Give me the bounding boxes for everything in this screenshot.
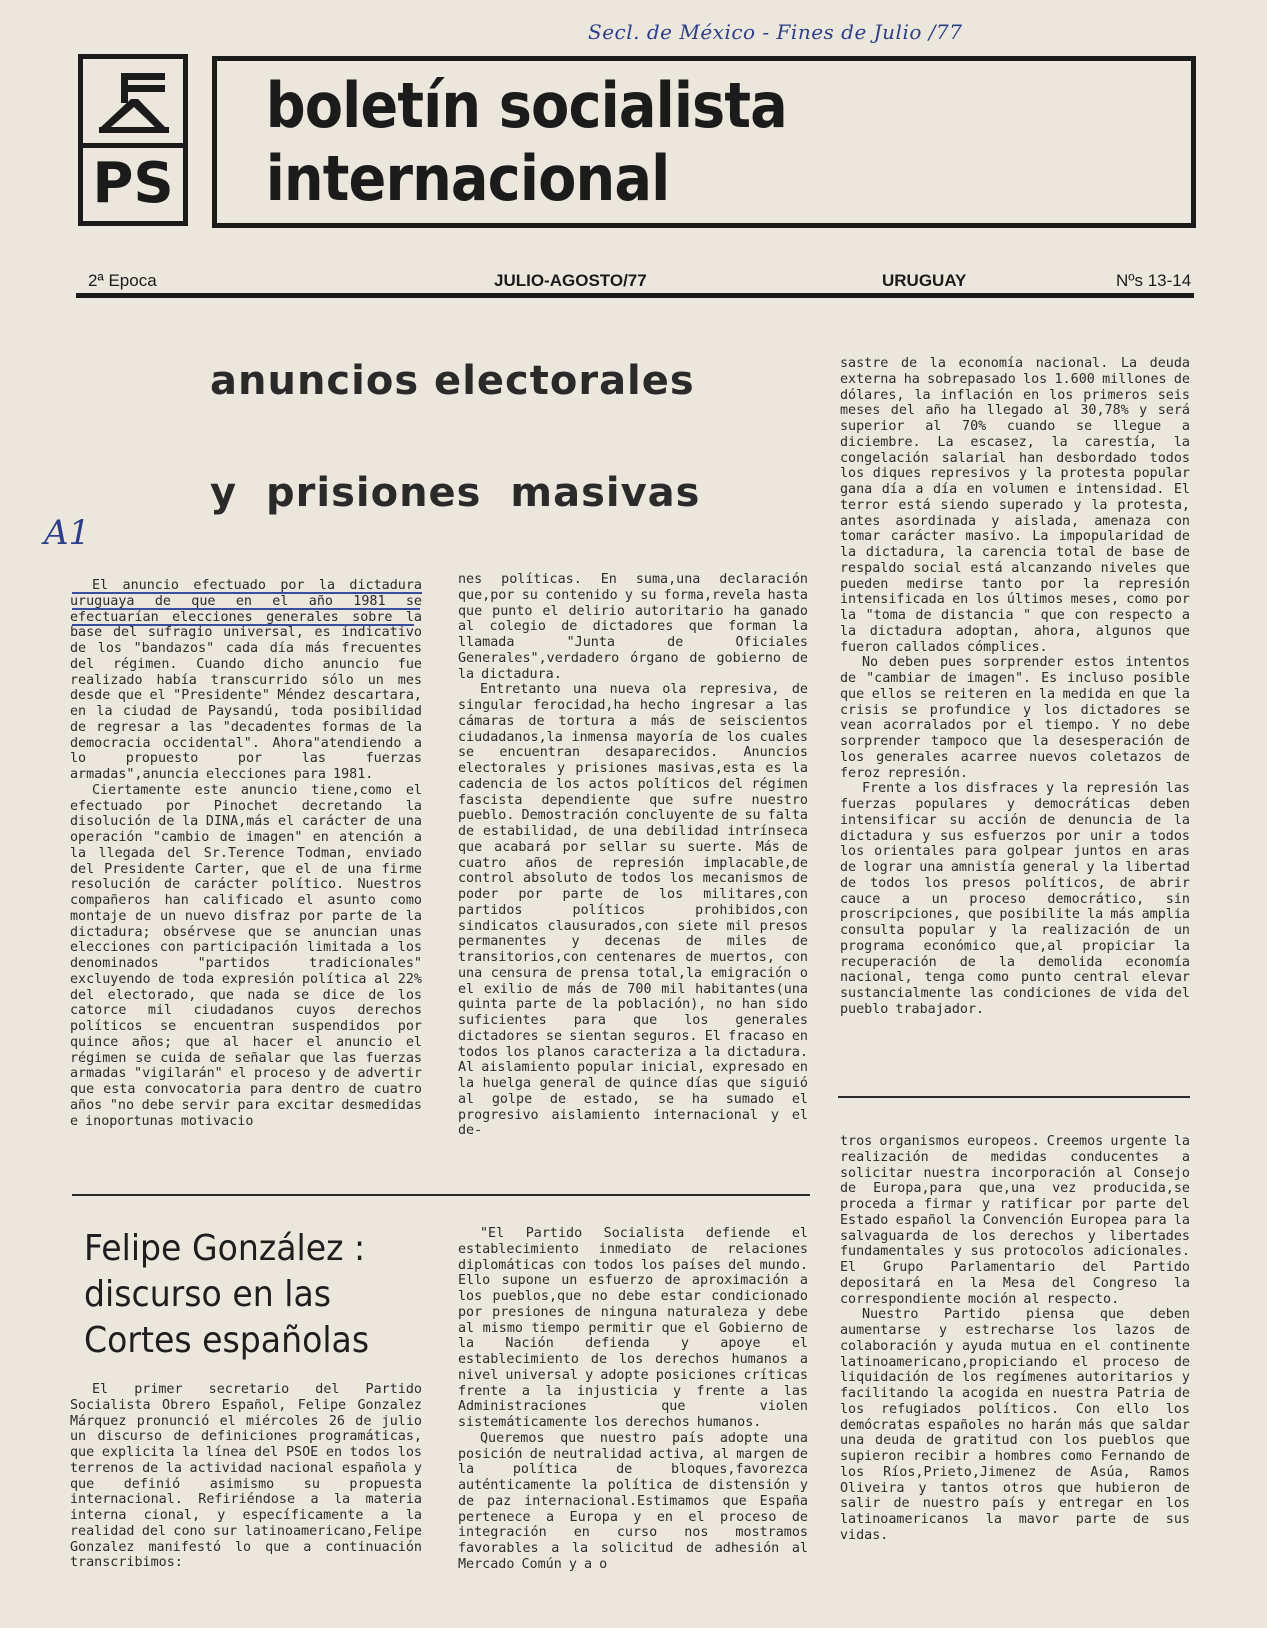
issue-country: URUGUAY	[882, 271, 967, 290]
paragraph: Entretanto una nueva ola represiva, de singular ferocidad,ha hecho ingresar a las cámaras de tortura a más de seiscientos ciudadanos,la inmensa mayoría de los cuales se encuentran desaparecidos. Anuncios electorales y prisiones masivas,esta es la cadencia de los actos políticos del régimen fascista dependiente que sufre nuestro pueblo. Demostración concluyente de su falta de estabilidad, de una debilidad intrínseca que acabará por sellar su suerte. Más de cuatro años de represión implacable,de control absoluto de todos los mecanismos de poder por parte de los militares,con partidos políticos prohibidos,con sindicatos clausurados,con siete mil presos permanentes y decenas de miles de transitorios,con centenares de muertos, con una censura de prensa total,la emigración o el exilio de más de 700 mil habitantes(una quinta parte de la población), no han sido suficientes para que los generales dictadores se sientan seguros. El fracaso en todos los planos caracteriza a la dictadura. Al aislamiento popular inicial, expresado en la huelga general de quince días que siguió al golpe de estado, se ha sumado el progresivo aislamiento internacional y el de-	[458, 682, 808, 1139]
issue-date: JULIO-AGOSTO/77	[494, 271, 647, 290]
section-divider	[838, 1096, 1190, 1098]
masthead-rule	[76, 293, 1194, 298]
article1-column3	[840, 356, 1190, 1018]
issue-number: Nºs 13-14	[1116, 271, 1192, 290]
masthead	[212, 56, 1196, 228]
article2-column3	[840, 1134, 1190, 1544]
article2-headline	[84, 1226, 369, 1364]
article1-headline-line2: y prisiones masivas	[210, 470, 701, 516]
paragraph: sastre de la economía nacional. La deuda externa ha sobrepasado los 1.600 millones de dólares, la inflación en los primeros seis meses del año ha llegado al 30,78% y será superior al 70% cuando se llegue a diciembre. La escasez, la carestía, la congelación salarial han desbordado todos los diques represivos y la protesta popular gana día a día en volumen e intensidad. El terror está siendo superado y la protesta, antes asordinada y aislada, amenaza con tomar carácter masivo. La impopularidad de la dictadura, la carencia total de base de respaldo social está alcanzando niveles que pueden medirse tanto por la represión intensificada en los últimos meses, como por la "toma de distancia " que con respecto a la dictadura adoptan, ahora, algunos que fueron callados cómplices.	[840, 356, 1190, 655]
paragraph: Frente a los disfraces y la represión las fuerzas populares y democráticas deben intensificar su acción de denuncia de la dictadura y sus esfuerzos por unir a todos los orientales para golpear juntos en aras de lograr una amnistía general y la libertad de todos los presos políticos, de abrir cauce a un proceso democrático, sin proscripciones, que posibilite la más amplia consulta popular y la realización de un programa económico que,al propiciar la recuperación de la demolida economía nacional, tenga como punto central elevar sustancialmente las condiciones de vida del pueblo trabajador.	[840, 781, 1190, 1017]
article2-headline-line2: discurso en las	[84, 1274, 332, 1315]
margin-mark: A1	[44, 513, 91, 553]
article1-column2	[458, 572, 808, 1139]
epoch-label: 2ª Epoca	[88, 271, 157, 290]
article2-column2	[458, 1226, 808, 1573]
logo-text: PS	[92, 151, 174, 216]
article2-headline-line3: Cortes españolas	[84, 1320, 370, 1361]
paragraph: Ciertamente este anuncio tiene,como el efectuado por Pinochet decretando la disolución de la DINA,más el carácter de una operación "cambio de imagen" en atención a la llegada del Sr.Terence Todman, enviado del Presidente Carter, que el de una firme resolución de carácter político. Nuestros compañeros han calificado el asunto como montaje de un nuevo disfraz por parte de la dictadura; obsérvese que se anuncian unas elecciones con participación limitada a los denominados "partidos tradicionales" excluyendo de toda expresión política al 22% del electorado, que nada se dice de los catorce mil ciudadanos cuyos derechos políticos se encuentran suspendidos por quince años; que al hacer el anuncio el régimen se cuida de señalar que las fuerzas armadas "vigilarán" el proceso y de advertir que esta convocatoria para dentro de cuatro años "no debe servir para excitar desmedidas e inoportunas motivacio	[70, 782, 422, 1129]
paragraph: "El Partido Socialista defiende el establecimiento inmediato de relaciones diplomáticas con todos los países del mundo. Ello supone un esfuerzo de aproximación a los pueblos,que no debe estar condicionado por presiones de ninguna naturaleza y debe al mismo tiempo permitir que el Gobierno de la Nación defienda y apoye el establecimiento de los derechos humanos a nivel universal y adopte posiciones críticas frente a la injusticia y frente a las Administraciones que violen sistemáticamente los derechos humanos.	[458, 1226, 808, 1430]
article1-headline-line1: anuncios electorales	[210, 358, 695, 404]
ps-emblem-icon	[91, 67, 177, 139]
paragraph: No deben pues sorprender estos intentos de "cambiar de imagen". Es incluso posible que ellos se reiteren en la medida en que la crisis se profundice y los dictadores se vean acorralados por el tiempo. Y no debe sorprender tampoco que la desesperación de los generales acarree nuevos coletazos de feroz represión.	[840, 655, 1190, 781]
article2-column1	[70, 1382, 422, 1571]
article1-column1	[70, 578, 422, 1129]
paragraph: Nuestro Partido piensa que deben aumentarse y estrecharse los lazos de colaboración y ayuda mutua en el continente latinoamericano,propiciando el proceso de liquidación de los regímenes autoritarios y facilitando la acogida en nuestra Patria de los refugiados políticos. Con ello los demócratas españoles no harán más que saldar una deuda de gratitud con los pueblos que supieron recibir a hombres como Fernando de los Ríos,Prieto,Jimenez de Asúa, Ramos Oliveira y tantos otros que hubieron de salir de nuestro país y entregar en los latinoamericanos la mavor parte de sus vidas.	[840, 1307, 1190, 1543]
paragraph: nes políticas. En suma,una declaración que,por su contenido y su forma,revela hasta que punto el delirio autoritario ha ganado al colegio de dictadores que forman la llamada "Junta de Oficiales Generales",verdadero órgano de gobierno de la dictadura.	[458, 572, 808, 682]
paragraph: Queremos que nuestro país adopte una posición de neutralidad activa, al margen de la política de bloques,favorezca auténticamente la política de distensión y de paz internacional.Estimamos que España pertenece a Europa y en el proceso de integración en curso nos mostramos favorables a la solicitud de adhesión al Mercado Común y a o	[458, 1430, 808, 1572]
newsletter-title: boletín socialista internacional	[265, 69, 787, 215]
section-divider	[72, 1194, 810, 1196]
paragraph: tros organismos europeos. Creemos urgente la realización de medidas conducentes a solicitar nuestra incorporación al Consejo de Europa,para que,una vez producida,se proceda a firmar y ratificar por parte del Estado español la Convención Europea para la salvaguarda de los derechos y libertades fundamentales y sus protocolos adicionales. El Grupo Parlamentario del Partido depositará en la Mesa del Congreso la correspondiente moción al respecto.	[840, 1134, 1190, 1307]
ps-logo	[78, 54, 188, 226]
paragraph: El primer secretario del Partido Socialista Obrero Español, Felipe Gonzalez Márquez pronunció el miércoles 26 de julio un discurso de definiciones programáticas, que explicita la línea del PSOE en todos los terrenos de la actividad nacional española y que definió asimismo su propuesta internacional. Refiriéndose a la materia interna cional, y específicamente a la realidad del cono sur latinoamericano,Felipe Gonzalez manifestó lo que a continuación transcribimos:	[70, 1382, 422, 1571]
handwritten-note: Secl. de México - Fines de Julio /77	[588, 20, 963, 44]
article2-headline-line1: Felipe González :	[84, 1228, 366, 1269]
paragraph: El anuncio efectuado por la dictadura uruguaya de que en el año 1981 se efectuarían elecciones generales sobre la base del sufragio universal, es indicativo de los "bandazos" cada día más frecuentes del régimen. Cuando dicho anuncio fue realizado había transcurrido sólo un mes desde que el "Presidente" Méndez descartara, en la ciudad de Paysandú, toda posibilidad de regresar a las "decadentes formas de la democracia occidental". Ahora"atendiendo a lo propuesto por las fuerzas armadas",anuncia elecciones para 1981.	[70, 578, 422, 782]
